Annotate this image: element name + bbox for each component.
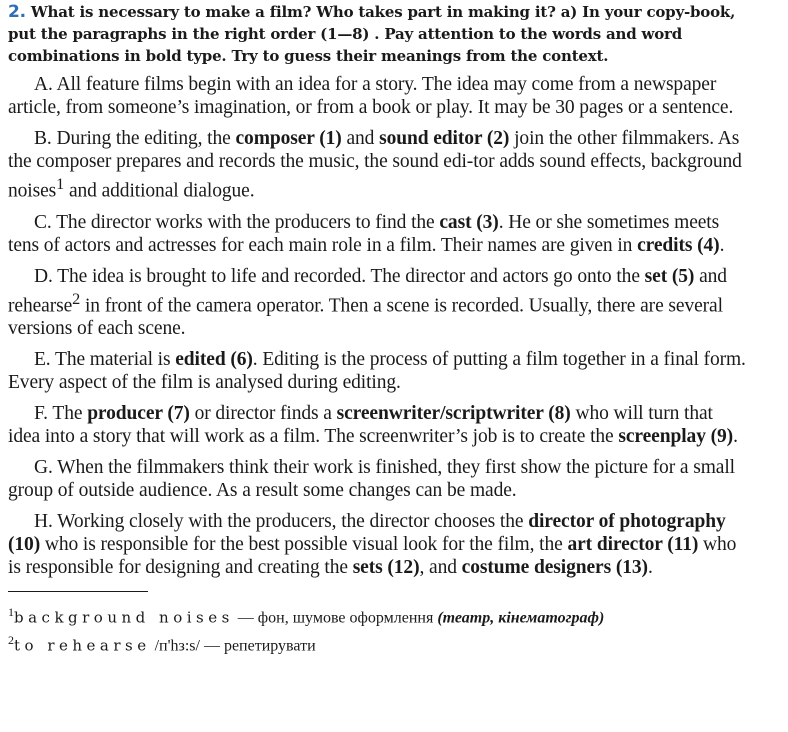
task-number: 2. <box>8 2 26 22</box>
footnote-note: (театр, кінематограф) <box>437 609 605 627</box>
paragraph-text: F. The <box>34 403 88 424</box>
paragraph-d <box>8 265 788 341</box>
footnote-term: background noises <box>14 608 234 627</box>
paragraph-f <box>8 402 788 448</box>
paragraph-text: . Editing is the process of putting a film together in a final form. Every aspect of the film is analysed during editing. <box>8 349 746 393</box>
paragraph-b <box>8 127 788 203</box>
paragraph-text: D. The idea is brought to life and recorded. The director and actors go onto the <box>34 265 645 287</box>
footnote-translation: — фон, шумове оформлення <box>233 609 438 627</box>
paragraph-text: . <box>719 234 725 256</box>
paragraph-text: and additional dialogue. <box>64 180 255 202</box>
footnote-number: 2 <box>8 633 14 648</box>
paragraph-text: G. When the filmmakers think their work is finished, they first show the picture for a small group of outside audience. As a result some changes can be made. <box>8 457 735 501</box>
term-director-of-photography: director of photography (10) <box>8 511 726 555</box>
paragraph-text: or director finds a <box>189 403 337 424</box>
term-sound-editor: sound editor (2) <box>379 128 510 149</box>
footnote-ref: 2 <box>72 289 81 308</box>
footnote-term: to rehearse <box>14 636 151 655</box>
term-screenplay: screenplay (9) <box>618 426 734 447</box>
task-instruction <box>8 0 788 67</box>
footnote-divider <box>8 591 148 592</box>
paragraph-text: B. During the editing, the <box>34 128 236 149</box>
paragraph-text: and rehearse <box>8 265 727 316</box>
paragraph-text: , and <box>419 557 462 578</box>
paragraph-text: and <box>341 128 380 149</box>
footnote-number: 1 <box>8 605 14 619</box>
paragraph-a <box>8 73 788 119</box>
term-set: set (5) <box>644 265 695 287</box>
paragraph-text: . <box>733 426 738 447</box>
paragraph-text: who is responsible for designing and creating the <box>8 534 737 578</box>
paragraph-text: who will turn that idea into a story that will work as a film. The screenwriter’s job is to create the <box>8 403 713 447</box>
paragraph-text: in front of the camera operator. Then a scene is recorded. Usually, there are several versions of each scene. <box>8 295 723 339</box>
paragraph-g <box>8 456 788 502</box>
paragraph-c <box>8 211 788 257</box>
term-composer: composer (1) <box>235 128 342 149</box>
term-art-director: art director (11) <box>567 534 699 555</box>
paragraph-text: A. All feature films begin with an idea for a story. The idea may come from a newspaper article, from someone’s imagination, or from a book or play. It may be 30 pages or a sentence. <box>8 74 734 118</box>
term-sets: sets (12) <box>352 557 420 578</box>
footnote-ref: 1 <box>56 175 65 193</box>
term-producer: producer (7) <box>87 403 190 424</box>
footnote-translation: /п'hз:s/ — репетирувати <box>150 637 316 655</box>
paragraph-text: C. The director works with the producers to find the <box>34 211 440 233</box>
paragraph-text: . <box>647 557 653 578</box>
paragraph-text: E. The material is <box>34 349 176 370</box>
term-credits: credits (4) <box>637 234 720 256</box>
paragraph-text: . He or she sometimes meets tens of actors and actresses for each main role in a film. Their names are given in <box>8 211 720 256</box>
footnote-2 <box>8 629 788 657</box>
term-cast: cast (3) <box>439 211 499 233</box>
term-edited: edited (6) <box>175 349 253 370</box>
paragraph-text: who is responsible for the best possible visual look for the film, the <box>40 534 568 555</box>
term-screenwriter: screenwriter/scriptwriter (8) <box>336 403 571 424</box>
paragraph-e <box>8 348 788 394</box>
footnote-1 <box>8 601 788 629</box>
task-text: What is necessary to make a film? Who takes part in making it? a) In your copy-book, put the paragraphs in the right order (1—8) . Pay attention to the words and word combinations in bold type. Try to guess their meanings from the context. <box>8 3 736 65</box>
paragraph-text: join the other filmmakers. As the composer prepares and records the music, the sound edi-tor adds sound effects, background noises <box>8 128 742 202</box>
term-costume-designers: costume designers (13) <box>461 557 648 578</box>
paragraph-text: H. Working closely with the producers, the director chooses the <box>34 511 529 532</box>
paragraph-h <box>8 510 788 579</box>
